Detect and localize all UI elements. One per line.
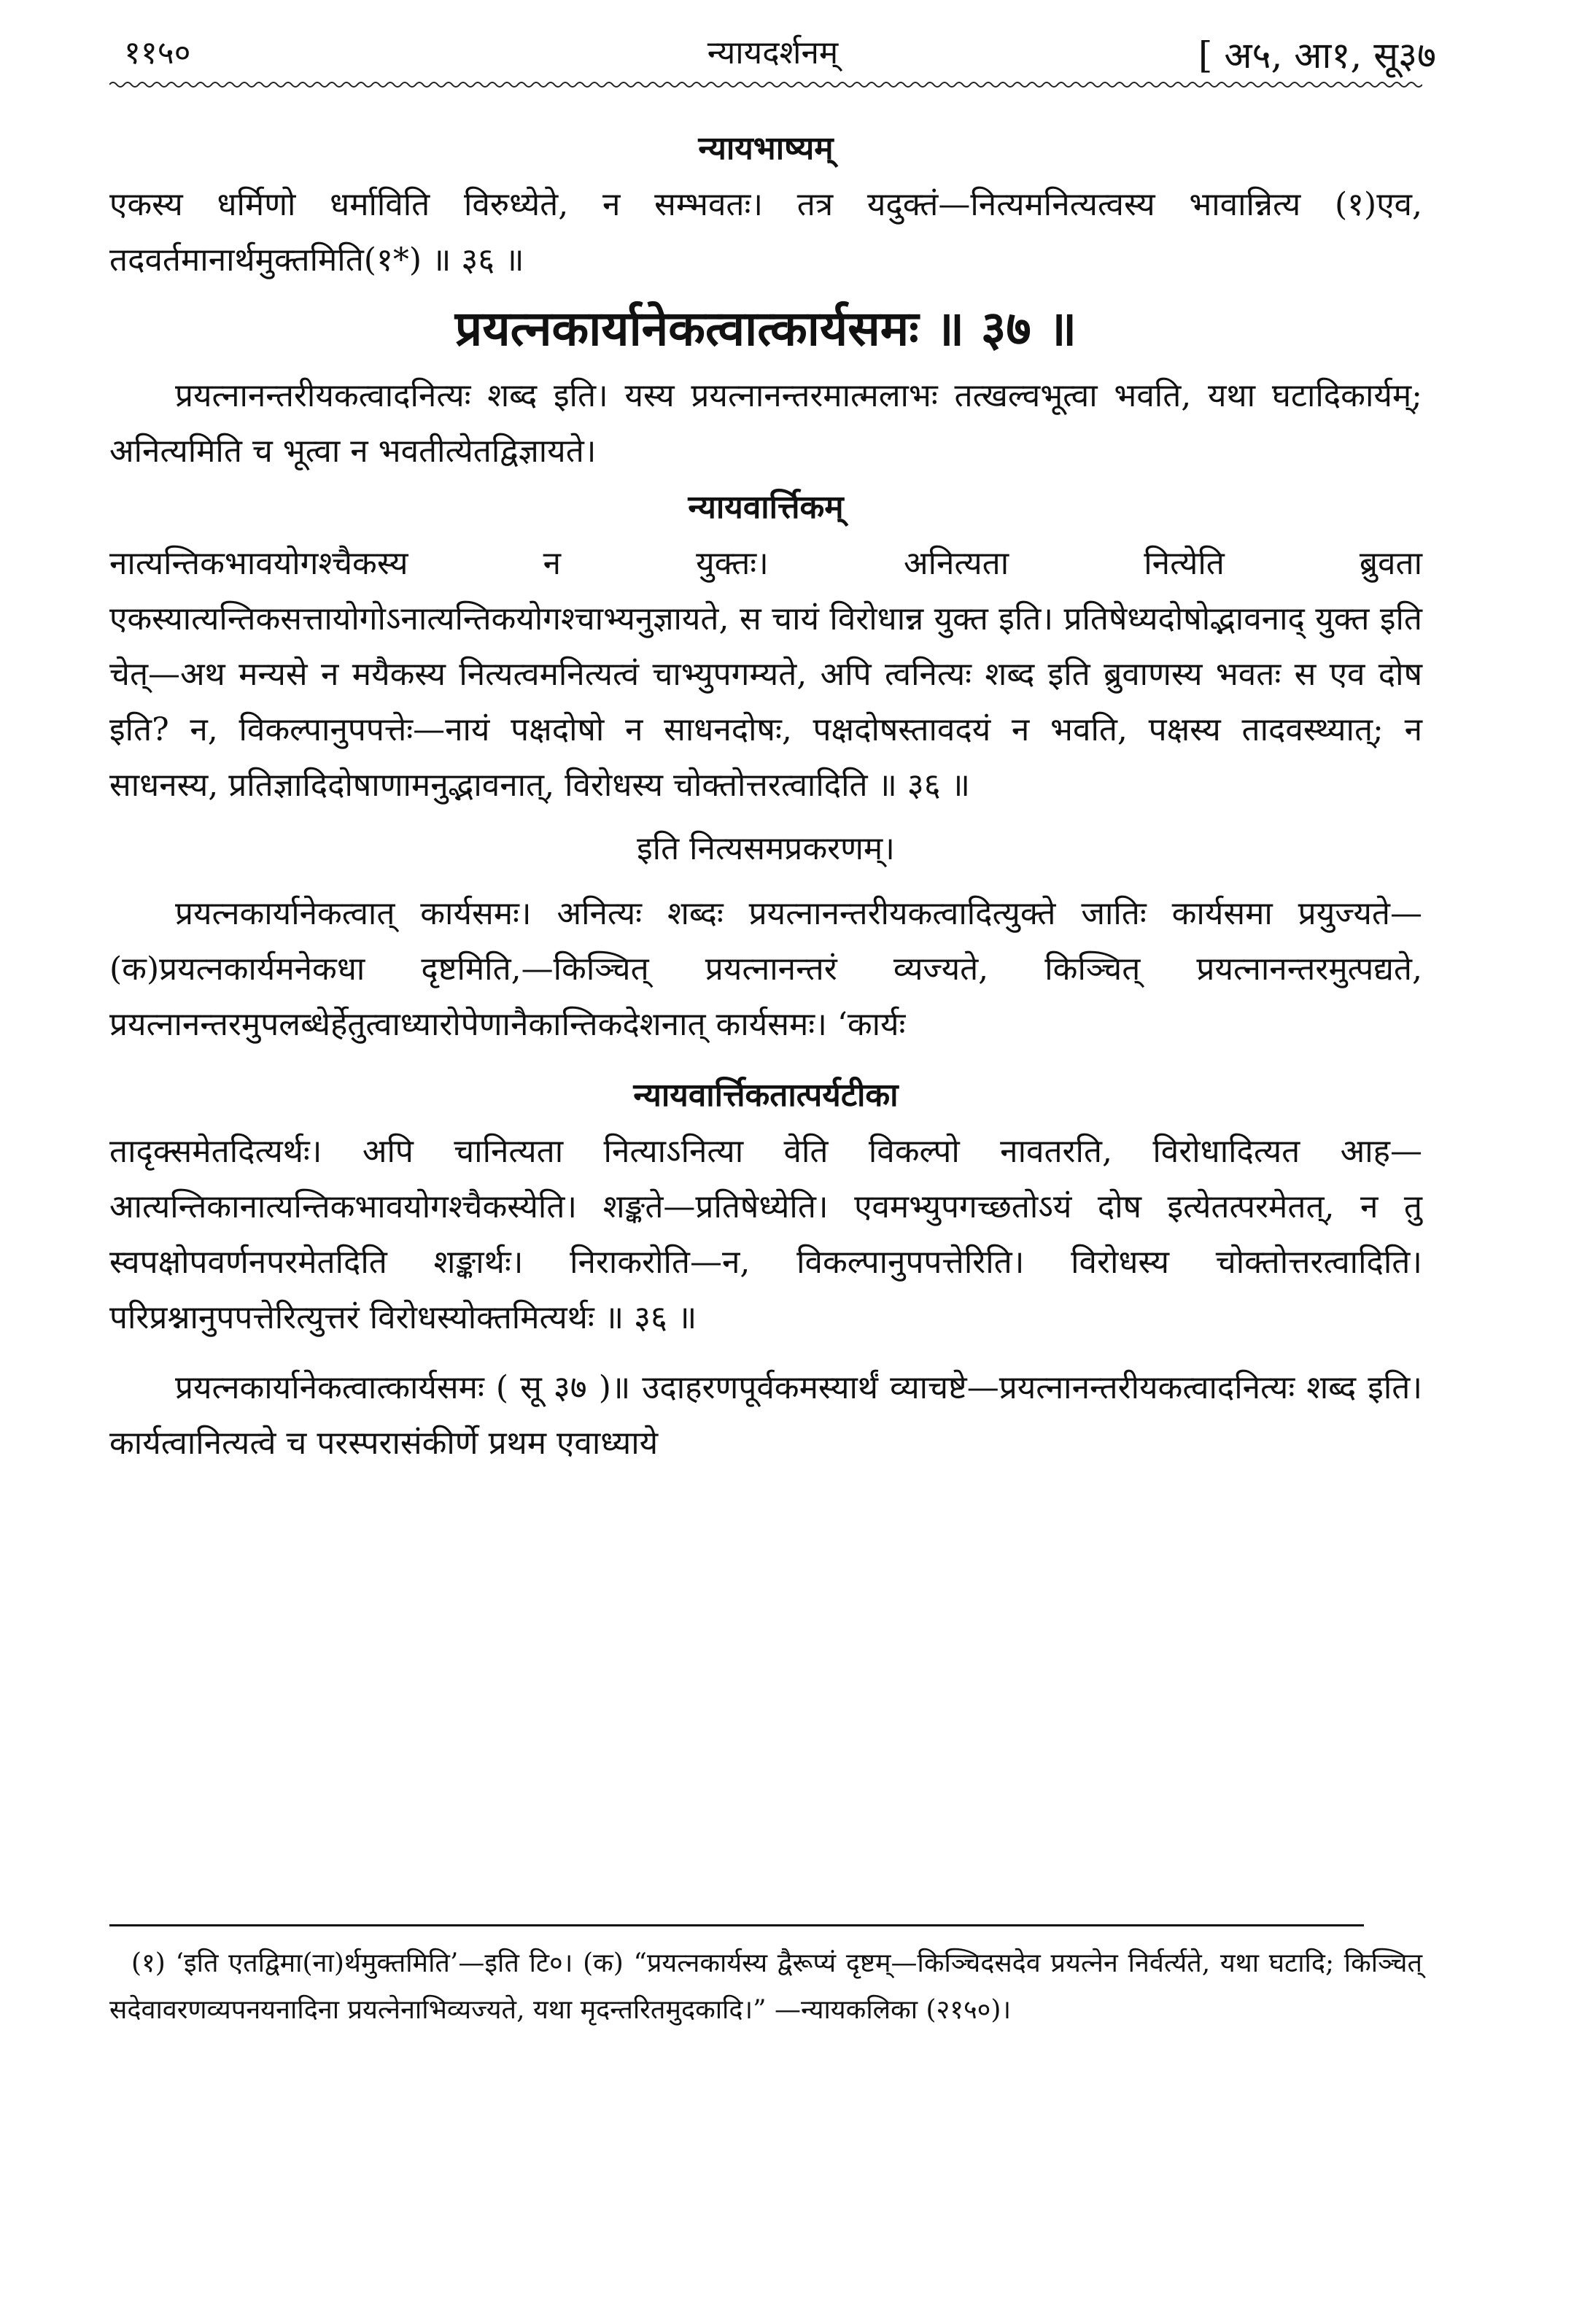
running-header	[109, 22, 1436, 80]
wavy-rule	[109, 79, 1422, 90]
bhashya-paragraph-2: प्रयत्नानन्तरीयकत्वादनित्यः शब्द इति। यस्य प्रयत्नानन्तरमात्मलाभः तत्खल्वभूत्वा भवति, यथा घटादिकार्यम्; अनित्यमिति च भूत्वा न भवतीत्येतद्विज्ञायते।	[109, 377, 1422, 470]
section-title-bhashya: न्यायभाष्यम्	[698, 130, 834, 167]
sutra-heading: प्रयत्नकार्यानेकत्वात्कार्यसमः ॥ ३७ ॥	[454, 300, 1077, 357]
tika-paragraph-2: प्रयत्नकार्यानेकत्वात्कार्यसमः ( सू ३७ )॥ उदाहरणपूर्वकमस्यार्थं व्याचष्टे—प्रयत्नानन्तरीयकत्वादनित्यः शब्द इति। कार्यत्वानित्यत्वे च परस्परासंकीर्णे प्रथम एवाध्याये	[109, 1369, 1422, 1462]
vartika-paragraph-2: प्रयत्नकार्यानेकत्वात् कार्यसमः। अनित्यः शब्दः प्रयत्नानन्तरीयकत्वादित्युक्ते जातिः कार्यसमा प्रयुज्यते—(क)प्रयत्नकार्यमनेकधा दृष्टमिति,—किञ्चित् प्रयत्नानन्तरं व्यज्यते, किञ्चित् प्रयत्नानन्तरमुत्पद्यते, प्रयत्नानन्तरमुपलब्धेर्हेतुत्वाध्यारोपेणानैकान्तिकदेशनात् कार्यसमः। ‘कार्यः	[109, 895, 1422, 1043]
bhashya-paragraph-1: एकस्य धर्मिणो धर्माविति विरुध्येते, न सम्भवतः। तत्र यदुक्तं—नित्यमनित्यत्वस्य भावान्नित्य (१)एव, तदवर्तमानार्थमुक्तमिति(१*) ॥ ३६ ॥	[109, 186, 1422, 279]
footnotes	[109, 1940, 1422, 2034]
page-number: ११५०	[124, 34, 191, 71]
tika-paragraph-1: तादृक्समेतदित्यर्थः। अपि चानित्यता नित्याऽनित्या वेति विकल्पो नावतरति, विरोधादित्यत आह—आत्यन्तिकानात्यन्तिकभावयोगश्चैकस्येति। शङ्कते—प्रतिषेध्येति। एवमभ्युपगच्छतोऽयं दोष इत्येतत्परमेतत्, न तु स्वपक्षोपवर्णनपरमेतदिति शङ्कार्थः। निराकरोति—न, विकल्पानुपपत्तेरिति। विरोधस्य चोक्तोत्तरत्वादिति। परिप्रश्नानुपपत्तेरित्युत्तरं विरोधस्योक्तमित्यर्थः ॥ ३६ ॥	[109, 1133, 1422, 1336]
sutra-reference: [ अ५, आ१, सू३७	[1198, 34, 1436, 77]
section-title-vartika: न्यायवार्त्तिकम्	[688, 489, 844, 526]
running-title: न्यायदर्शनम्	[707, 34, 839, 71]
prakarana-colophon: इति नित्यसमप्रकरणम्।	[637, 830, 895, 867]
vartika-paragraph-1: नात्यन्तिकभावयोगश्चैकस्य न युक्तः। अनित्यता नित्येति ब्रुवता एकस्यात्यन्तिकसत्तायोगोऽनात्यन्तिकयोगश्चाभ्यनुज्ञायते, स चायं विरोधान्न युक्त इति। प्रतिषेध्यदोषोद्भावनाद् युक्त इति चेत्—अथ मन्यसे न मयैकस्य नित्यत्वमनित्यत्वं चाभ्युपगम्यते, अपि त्वनित्यः शब्द इति ब्रुवाणस्य भवतः स एव दोष इति? न, विकल्पानुपपत्तेः—नायं पक्षदोषो न साधनदोषः, पक्षदोषस्तावदयं न भवति, पक्षस्य तादवस्थ्यात्; न साधनस्य, प्रतिज्ञादिदोषाणामनुद्भावनात्, विरोधस्य चोक्तोत्तरत्वादिति ॥ ३६ ॥	[109, 545, 1422, 804]
section-title-tika: न्यायवार्त्तिकतात्पर्यटीका	[633, 1077, 899, 1114]
footnote-text: (१) ‘इति एतद्विमा(ना)र्थमुक्तमिति’—इति टि०। (क) “प्रयत्नकार्यस्य द्वैरूप्यं दृष्टम्—किञ्चिदसदेव प्रयत्नेन निर्वर्त्यते, यथा घटादि; किञ्चित् सदेवावरणव्यपनयनादिना प्रयत्नेनाभिव्यज्यते, यथा मृदन्तरितमुदकादि।” —न्यायकलिका (२१५०)।	[109, 1948, 1422, 2025]
main-text	[109, 120, 1422, 1471]
footnote-separator	[109, 1924, 1364, 1926]
